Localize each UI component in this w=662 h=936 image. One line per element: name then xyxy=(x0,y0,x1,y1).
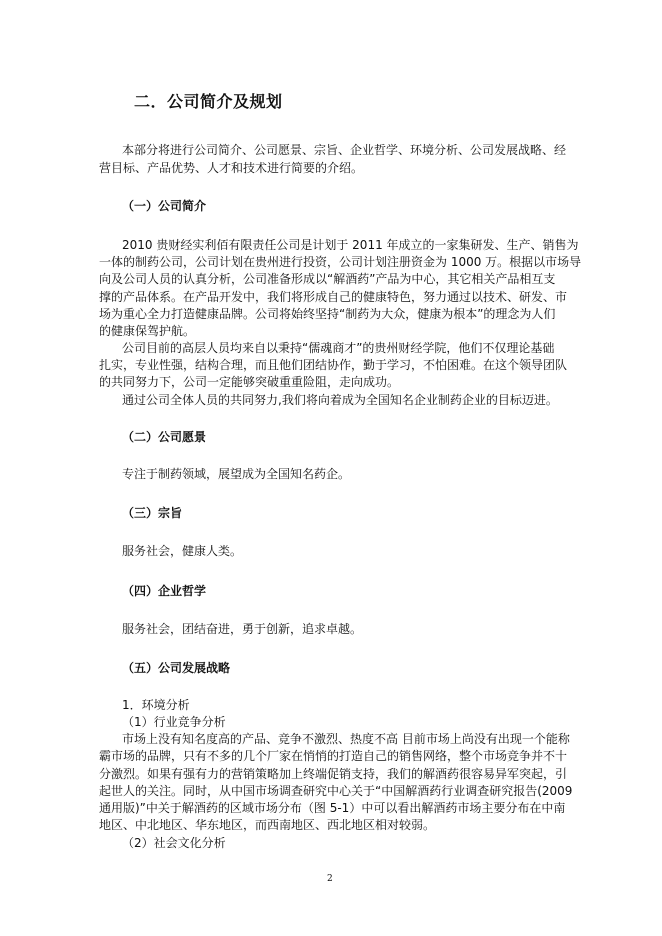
paragraph-line: 2010 贵财经实利佰有限责任公司是计划于 2011 年成立的一家集研发、生产、销售为 xyxy=(122,238,579,252)
paragraph-line: 的健康保驾护航。 xyxy=(99,324,196,338)
paragraph-line: 地区、中北地区、华东地区，而西南地区、西北地区相对较弱。 xyxy=(99,818,436,832)
subheading-competition: （1）行业竞争分析 xyxy=(122,715,226,729)
purpose-text: 服务社会，健康人类。 xyxy=(122,544,243,558)
page-number: 2 xyxy=(327,874,333,884)
paragraph-line: 一体的制药公司，公司计划在贵州进行投资，公司计划注册资金为 1000 万。根据以市场导 xyxy=(99,255,582,269)
heading-strategy: （五）公司发展战略 xyxy=(122,661,231,675)
paragraph-line: 撑的产品体系。在产品开发中，我们将形成自己的健康特色，努力通过以技术、研发、市 xyxy=(99,290,568,304)
paragraph-line: 通过公司全体人员的共同努力,我们将向着成为全国知名企业制药企业的目标迈进。 xyxy=(122,393,558,407)
paragraph-line: 霸市场的品牌，只有不多的几个厂家在悄悄的打造自己的销售网络，整个市场竞争并不十 xyxy=(99,749,568,763)
subheading-environment: 1．环境分析 xyxy=(122,698,190,712)
paragraph-line: 扎实，专业性强，结构合理，而且他们团结协作，勤于学习，不怕困难。在这个领导团队 xyxy=(99,358,568,372)
section-title: 二．公司简介及规划 xyxy=(134,92,283,111)
paragraph-line: 起世人的关注。同时，从中国市场调查研究中心关于“中国解酒药行业调查研究报告(2009 xyxy=(99,784,573,798)
heading-purpose: （三）宗旨 xyxy=(122,506,183,520)
heading-company-profile: （一）公司简介 xyxy=(122,199,207,213)
paragraph-line: 公司目前的高层人员均来自以秉持“儒魂商才”的贵州财经学院，他们不仅理论基础 xyxy=(122,341,555,355)
philosophy-text: 服务社会，团结奋进，勇于创新，追求卓越。 xyxy=(122,622,363,636)
paragraph-line: 场为重心全力打造健康品牌。公司将始终坚持“制药为大众，健康为根本”的理念为人们 xyxy=(99,307,556,321)
paragraph-line: 分激烈。如果有强有力的营销策略加上终端促销支持，我们的解酒药很容易异军突起，引 xyxy=(99,767,568,781)
paragraph-line: 通用版)”中关于解酒药的区域市场分布（图 5-1）中可以看出解酒药市场主要分布在中南 xyxy=(99,801,566,815)
heading-vision: （二）公司愿景 xyxy=(122,430,207,444)
subheading-social-culture: （2）社会文化分析 xyxy=(122,836,226,850)
heading-philosophy: （四）企业哲学 xyxy=(122,584,207,598)
paragraph-line: 的共同努力下，公司一定能够突破重重险阻，走向成功。 xyxy=(99,375,400,389)
vision-text: 专注于制药领域，展望成为全国知名药企。 xyxy=(122,467,351,481)
intro-line: 营目标、产品优势、人才和技术进行简要的介绍。 xyxy=(99,161,364,175)
intro-line: 本部分将进行公司简介、公司愿景、宗旨、企业哲学、环境分析、公司发展战略、经 xyxy=(122,143,567,157)
paragraph-line: 向及公司人员的认真分析，公司准备形成以“解酒药”产品为中心，其它相关产品相互支 xyxy=(99,272,556,286)
paragraph-line: 市场上没有知名度高的产品、竞争不激烈、热度不高 目前市场上尚没有出现一个能称 xyxy=(122,732,570,746)
